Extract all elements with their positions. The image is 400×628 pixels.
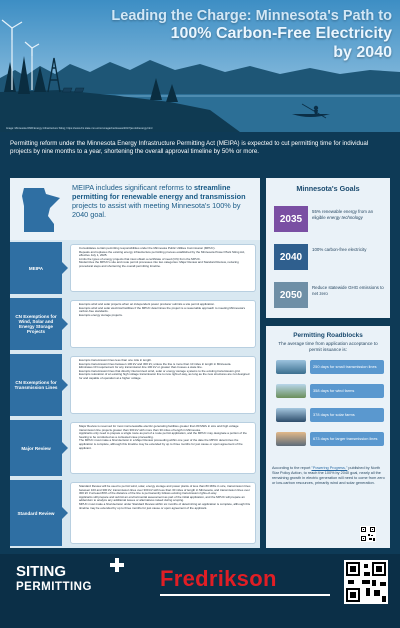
list-item: • Exempts relocation of an existing high voltage transmission line to new right-of-way, as long as the new structures are not designed for and capable of operation at a higher voltage. [79,373,252,380]
list-item: • Applicants only need to prepare a single route as part of a route permit application, and the MPUC may designate a portion of the hearing to be conducted as a contested case proceeding. [79,432,252,439]
list-item: • Exempts transmission lines less than one mile in length. [79,359,252,363]
list-item: • Exempts transmission lines between 100 kV and 300 kV, unless the line is more than 10 miles in length in Minnesota. [79,363,252,367]
goal-text: Reduce statewide GHG emissions to net zero [312,285,384,296]
row-details [70,422,256,474]
wind-farm-photo [276,384,306,398]
row-label: MEIPA [10,242,62,294]
row-cn-transmission [10,354,260,416]
meipa-header [10,178,260,240]
fredrikson-logo: Fredrikson [160,566,277,591]
row-cn-wind-solar [10,298,260,350]
minnesota-state-icon [20,186,62,234]
row-label: Standard Review [10,480,62,546]
qr-code-icon[interactable] [344,560,388,604]
page-title [72,8,392,63]
roadblock-item [276,432,384,446]
row-major-review [10,420,260,476]
row-label: CN Exemptions for Wind, Solar and Energy Storage Projects [10,298,62,350]
row-details [70,300,256,348]
roadblock-text: 378 days for solar farms [310,408,384,422]
list-item: • Exempts energy storage projects. [79,314,252,318]
list-item: • Major Review is reserved for most nonrenewable electric generating facilities greater than 80 MWs in size and high voltage transmission line projects greater than 300 kV with more than 30 miles of length in Minnesota. [79,425,252,432]
roadblocks-subtitle: The average time from application acceptance to permit issuance is: [278,341,378,352]
roadblock-text: 673 days for larger transmission lines [310,432,384,446]
roadblock-item [276,384,384,398]
list-item: • Exempts transmission lines that directly interconnect wind, solar or energy storage systems to the existing transmission grid. [79,370,252,374]
permitting-logo-text: PERMITTING [16,581,92,593]
roadblock-item [276,360,384,374]
roadblock-text: 358 days for wind farms [310,384,384,398]
list-item: • Repeals and replaces the existing energy infrastructure permitting process established by the Minnesota Power Plant Siting Act, effective July 1, 2025. [79,251,252,258]
list-item: • Exempts wind and solar electrical facilities if the MPUC determines the project is a reasonable approach to meeting Minnesota's carbon-free standards. [79,307,252,314]
transmission-tower-photo [276,432,306,446]
logo-underline [160,594,330,596]
list-item: • Consolidates certain permitting responsibilities under the Minnesota Public Utilities Commission (MPUC). [79,247,252,251]
list-item: • Exempts wind and solar projects when an independent power producer submits a site permit application. [79,303,252,307]
roadblock-item [276,408,384,422]
list-item: • Standard Review will be used to permit wind, solar, energy storage and power plants of less than 80 MWs in size, transmission lines between 100 and 300 kV, transmission lines over 300 kV with less than 30 miles of length in Minnesota, and transmission lines over 300 kV if at least 80% of the distance of the line is permanently follows existing transmission rights-of-way. [79,485,252,496]
goals-panel [266,178,390,318]
goals-title: Minnesota's Goals [296,184,360,193]
meipa-highlight: streamline permitting for renewable energy and transmission [72,183,246,201]
list-item: • The MPUC must make a final decision in a Major Review proceeding within one year of the date the MPUC determines the application is complete, although this timeline may be extended by up to three months for just cause or upon agreement of the applicant. [79,439,252,450]
row-details [70,482,256,544]
goal-2040 [274,244,384,270]
title-line-2: 100% Carbon-Free Electricity [170,25,392,43]
roadblocks-title: Permitting Roadblocks [293,332,363,339]
report-note [272,466,386,485]
header-banner [0,0,400,132]
list-item: • Eliminates CN requirement for any transmission line 100 kV or greater that crosses a state line. [79,366,252,370]
solar-farm-photo [276,408,306,422]
row-meipa [10,242,260,294]
qr-code-icon[interactable] [360,526,376,542]
goal-text: 100% carbon-free electricity [312,247,367,252]
goal-year: 2050 [274,282,308,308]
title-line-1: Leading the Charge: Minnesota's Path to [111,8,392,24]
plus-logo-icon [110,558,124,572]
siting-logo-text: SITING [16,563,67,580]
goal-text-main: 55% renewable energy from an eligible [312,209,374,220]
note-prefix: According to the report [272,466,311,470]
goal-2035 [274,206,384,232]
intro-paragraph: Permitting reform under the Minnesota Energy Infrastructure Permitting Act (MEIPA) is expected to cut permitting time for individual projects by nine months to a year, shortening the overall approval timeline by 50% or more. [10,140,369,156]
goal-year: 2040 [274,244,308,270]
row-label: Major Review [10,420,62,476]
note-suffix: published by North Star Policy Action, to reach the 100% by 2040 goal, nearly all the remaining growth in electric generation will need to come from zero or low-carbon resources, primarily wind and solar generation. [272,466,385,485]
goal-2050 [274,282,384,308]
list-item: • Applicants still prepare and submit an environmental assessment as part of the initial application, and the MPUC will prepare an addendum to analyze any additional issues or alternatives raised during scoping. [79,496,252,503]
row-standard-review [10,480,260,546]
meipa-suffix: projects to assist with meeting Minnesota's 100% by 2040 goal. [72,200,241,219]
list-item: • Limits the types of energy projects that must obtain a certificate of need (CN) from the MPUC. [79,258,252,262]
goal-text-italic: energy technology [326,214,363,220]
list-item: • Modernizes the MPUC's site and route permit processes into two categories: Major Review and Standard Review, reducing procedural steps and shortening the overall permitting timeline. [79,261,252,268]
meipa-prefix: MEIPA includes significant reforms to [72,183,192,192]
roadblock-text: 250 days for small transmission lines [310,360,384,374]
meipa-panel [10,178,260,548]
footer [0,554,400,628]
row-details [70,244,256,292]
image-credit: Image: Minnesota DNR Energy Infrastructure Siting; https://www.dnr.state.mn.us/mcvmagazine/issues/2017/jan-feb/energy.html [6,127,153,130]
roadblocks-panel [266,326,390,548]
title-line-3: by 2040 [333,43,392,61]
goal-text [312,209,384,220]
transmission-photo [276,360,306,374]
meipa-summary [72,184,256,220]
report-link[interactable]: "Powering Progress," [311,466,348,470]
goal-year: 2035 [274,206,308,232]
list-item: • MPUC must make a final decision under Standard Review within six months of determining an application is complete, although this timeline may be extended by up to three months for just cause or upon agreement of the applicant. [79,503,252,510]
row-details [70,356,256,414]
row-label: CN Exemptions for Transmission Lines [10,354,62,416]
